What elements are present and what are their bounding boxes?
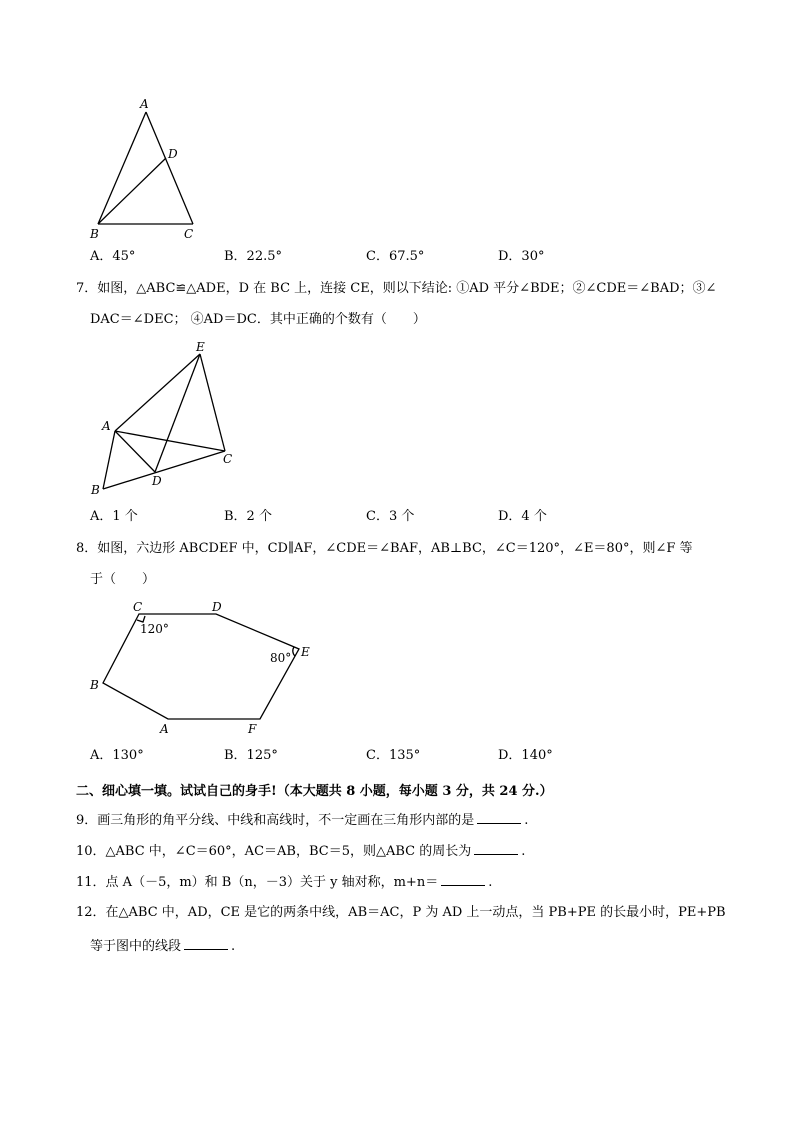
angle-e-label: 80° [270, 651, 292, 665]
q8-option-a: A．130° [90, 748, 144, 763]
q11-end: . [488, 875, 493, 890]
label-d: D [212, 600, 222, 614]
section-heading: 二、细心填一填。试试自己的身手!（本大题共 8 小题，每小题 3 分，共 24 分.） [76, 784, 553, 799]
label-e: E [301, 645, 310, 659]
q8-option-b: B．125° [224, 748, 278, 763]
q11-prompt: 11．点 A（－5，m）和 B（n，－3）关于 y 轴对称，m+n＝ [76, 875, 439, 890]
q7-option-c: C．3 个 [366, 509, 415, 524]
label-c: C [133, 600, 143, 614]
q7-text-line2: DAC＝∠DEC； ④AD＝DC．其中正确的个数有（ ） [90, 312, 426, 327]
q12-text-line1: 12．在△ABC 中，AD，CE 是它的两条中线，AB＝AC，P 为 AD 上一动点，当 PB+PE 的长最小时，PE+PB [76, 905, 726, 920]
q9-text [76, 812, 528, 829]
q12-end: . [231, 939, 236, 954]
q12-text-line2 [90, 938, 235, 955]
q11-text [76, 874, 492, 891]
answer-blank[interactable] [184, 938, 228, 950]
q10-end: . [521, 844, 526, 859]
label-b: B [90, 227, 99, 241]
q7-text-line1: 7．如图，△ABC≌△ADE，D 在 BC 上，连接 CE，则以下结论: ①AD 平分∠BDE；②∠CDE＝∠BAD；③∠ [76, 281, 717, 296]
label-a: A [140, 97, 149, 111]
q6-option-c: C．67.5° [366, 249, 425, 264]
label-d: D [152, 474, 162, 488]
label-e: E [196, 340, 205, 354]
q7-option-d: D．4 个 [498, 509, 547, 524]
q10-text [76, 843, 525, 860]
answer-blank[interactable] [441, 874, 485, 886]
q6-option-a: A．45° [90, 249, 136, 264]
q9-prompt: 9．画三角形的角平分线、中线和高线时，不一定画在三角形内部的是 [76, 813, 475, 828]
q6-option-b: B．22.5° [224, 249, 282, 264]
label-a: A [160, 722, 169, 736]
label-d: D [168, 147, 178, 161]
label-c: C [184, 227, 194, 241]
label-f: F [248, 722, 257, 736]
answer-blank[interactable] [474, 843, 518, 855]
q10-prompt: 10．△ABC 中，∠C＝60°，AC＝AB，BC＝5，则△ABC 的周长为 [76, 844, 472, 859]
q6-option-d: D．30° [498, 249, 545, 264]
q8-option-d: D．140° [498, 748, 553, 763]
label-c: C [223, 452, 233, 466]
q9-end: . [524, 813, 529, 828]
q7-option-b: B．2 个 [224, 509, 272, 524]
q8-text-line1: 8．如图，六边形 ABCDEF 中，CD∥AF，∠CDE＝∠BAF，AB⊥BC，∠C＝120°，∠E＝80°，则∠F 等 [76, 541, 693, 556]
label-b: B [91, 483, 100, 497]
label-b: B [90, 678, 99, 692]
q12-prompt: 等于图中的线段 [90, 939, 182, 954]
q7-option-a: A．1 个 [90, 509, 138, 524]
q8-text-line2: 于（ ） [90, 572, 156, 587]
angle-c-label: 120° [140, 622, 169, 636]
answer-blank[interactable] [477, 812, 521, 824]
q8-option-c: C．135° [366, 748, 421, 763]
label-a: A [102, 419, 111, 433]
